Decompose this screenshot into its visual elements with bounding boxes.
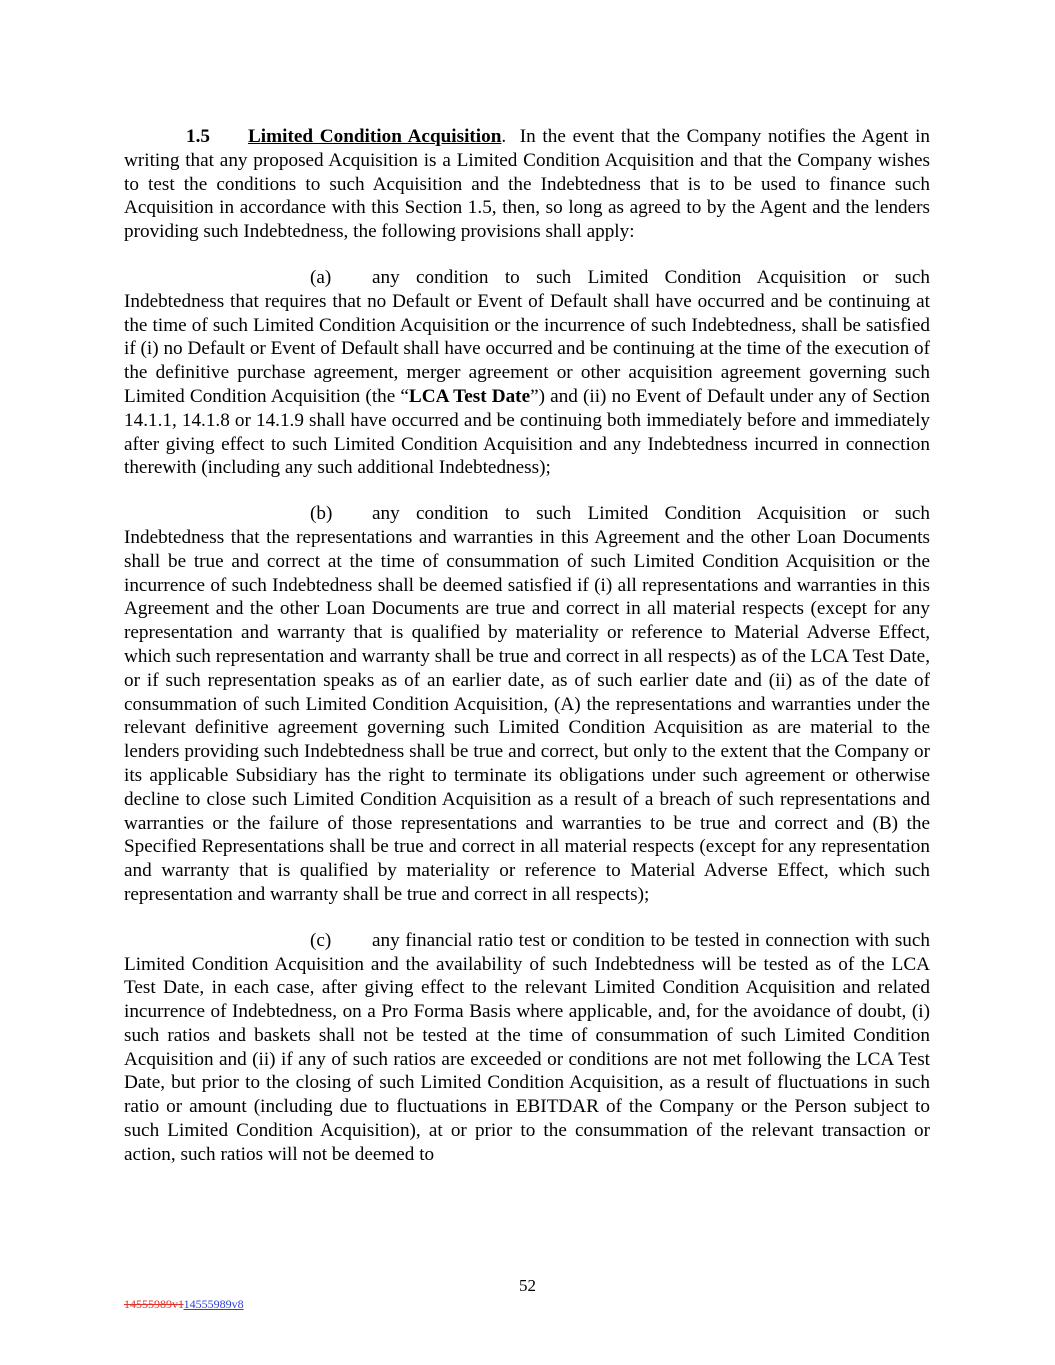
clause-c-paragraph <box>124 929 930 1167</box>
document-id <box>124 1297 244 1312</box>
clause-a-paragraph <box>124 266 930 480</box>
clause-c-text: any financial ratio test or condition to be tested in connection with such Limited Condition Acquisition and the availability of such Indebtedness will be tested as of the LCA Test Date, in each case, after giving effect to the relevant Limited Condition Acquisition and related incurrence of Indebtedness, on a Pro Forma Basis where applicable, and, for the avoidance of doubt, (i) such ratios and baskets shall not be tested at the time of consummation of such Limited Condition Acquisition and (ii) if any of such ratios are exceeded or conditions are not met following the LCA Test Date, but prior to the closing of such Limited Condition Acquisition, as a result of fluctuations in such ratio or amount (including due to fluctuations in EBITDAR of the Company or the Person subject to such Limited Condition Acquisition), at or prior to the consummation of the relevant transaction or action, such ratios will not be deemed to <box>124 929 930 1165</box>
clause-a-text-2: ”) and (ii) no Event of Default under any of Section 14.1.1, 14.1.8 or 14.1.9 shall have occurred and be continuing both immediately before and immediately after giving effect to such Limited Condition Acquisition and any Indebtedness incurred in connection therewith (including any such additional Indebtedness); <box>124 385 930 479</box>
section-paragraph <box>124 125 930 244</box>
document-id-inserted: 14555989v8 <box>183 1297 244 1311</box>
heading-period: . <box>501 126 507 147</box>
page-number: 52 <box>519 1276 536 1295</box>
clause-a-defined-term: LCA Test Date <box>408 385 531 407</box>
clause-a-label: (a) <box>310 266 332 288</box>
document-id-deleted: 14555989v1 <box>124 1297 184 1311</box>
clause-a-text-1: any condition to such Limited Condition Acquisition or such Indebtedness that requires that no Default or Event of Default shall have occurred and be continuing at the time of such Limited Condition Acquisition or the incurrence of such Indebtedness, shall be satisfied if (i) no Default or Event of Default shall have occurred and be continuing at the time of the execution of the definitive purchase agreement, merger agreement or other acquisition agreement governing such Limited Condition Acquisition (the “ <box>124 266 930 407</box>
clause-b-text: any condition to such Limited Condition Acquisition or such Indebtedness that the representations and warranties in this Agreement and the other Loan Documents shall be true and correct at the time of consummation of such Limited Condition Acquisition or the incurrence of such Indebtedness shall be deemed satisfied if (i) all representations and warranties in this Agreement and the other Loan Documents are true and correct in all material respects (except for any representation and warranty that is qualified by materiality or reference to Material Adverse Effect, which such representation and warranty shall be true and correct in all respects) as of the LCA Test Date, or if such representation speaks as of an earlier date, as of such earlier date and (ii) as of the date of consummation of such Limited Condition Acquisition, (A) the representations and warranties under the relevant definitive agreement governing such Limited Condition Acquisition as are material to the lenders providing such Indebtedness shall be true and correct, but only to the extent that the Company or its applicable Subsidiary has the right to terminate its obligations under such agreement or otherwise decline to close such Limited Condition Acquisition as a result of a breach of such representations and warranties or the failure of those representations and warranties to be true and correct and (B) the Specified Representations shall be true and correct in all material respects (except for any representation and warranty that is qualified by materiality or reference to Material Adverse Effect, which such representation and warranty shall be true and correct in all respects); <box>124 503 930 905</box>
clause-b-label: (b) <box>310 503 333 525</box>
clause-c-label: (c) <box>310 929 332 951</box>
document-body <box>124 125 930 1189</box>
clause-b-paragraph <box>124 502 930 907</box>
section-heading: Limited Condition Acquisition <box>248 126 502 147</box>
section-number: 1.5 <box>186 126 210 147</box>
section-intro: In the event that the Company notifies the Agent in writing that any proposed Acquisition is a Limited Condition Acquisition and that the Company wishes to test the conditions to such Acquisition and the Indebtedness that is to be used to finance such Acquisition in accordance with this Section 1.5, then, so long as agreed to by the Agent and the lenders providing such Indebtedness, the following provisions shall apply: <box>124 126 930 243</box>
